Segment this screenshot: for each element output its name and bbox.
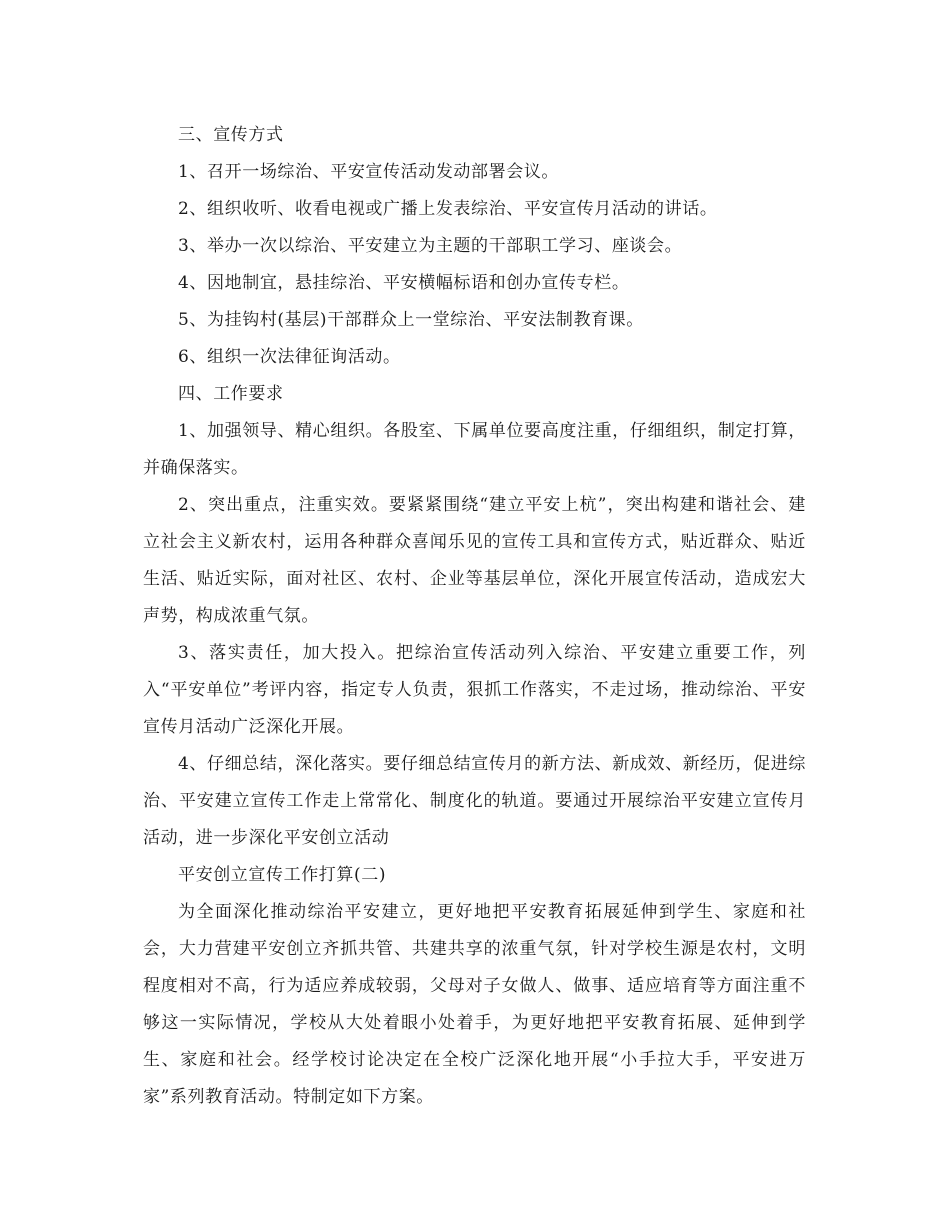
section-heading-work-requirements: 四、工作要求 (178, 384, 284, 404)
list-item: 1、召开一场综治、平安宣传活动发动部署会议。 (178, 162, 560, 182)
list-item: 6、组织一次法律征询活动。 (178, 347, 401, 367)
list-item: 2、突出重点，注重实效。要紧紧围绕“建立平安上杭”，突出构建和谐社会、建立社会主义新农村，运用各种群众喜闻乐见的宣传工具和宣传方式，贴近群众、贴近生活、贴近实际，面对社区、农村、企业等基层单位，深化开展宣传活动，造成宏大声势，构成浓重气氛。 (143, 495, 806, 626)
list-item: 3、举办一次以综治、平安建立为主题的干部职工学习、座谈会。 (178, 236, 683, 256)
section-heading-publicity-methods: 三、宣传方式 (178, 125, 284, 145)
section-title-plan-two: 平安创立宣传工作打算(二) (178, 865, 387, 885)
list-item: 2、组织收听、收看电视或广播上发表综治、平安宣传月活动的讲话。 (178, 199, 718, 219)
list-item: 4、因地制宜，悬挂综治、平安横幅标语和创办宣传专栏。 (178, 273, 630, 293)
list-item: 1、加强领导、精心组织。各股室、下属单位要高度注重，仔细组织，制定打算，并确保落实。 (143, 421, 806, 478)
list-item: 3、落实责任，加大投入。把综治宣传活动列入综治、平安建立重要工作，列入“平安单位”考评内容，指定专人负责，狠抓工作落实，不走过场，推动综治、平安宣传月活动广泛深化开展。 (143, 643, 806, 737)
body-paragraph: 为全面深化推动综治平安建立，更好地把平安教育拓展延伸到学生、家庭和社会，大力营建平安创立齐抓共管、共建共享的浓重气氛，针对学校生源是农村，文明程度相对不高，行为适应养成较弱，父母对子女做人、做事、适应培育等方面注重不够这一实际情况，学校从大处着眼小处着手，为更好地把平安教育拓展、延伸到学生、家庭和社会。经学校讨论决定在全校广泛深化地开展“小手拉大手，平安进万家”系列教育活动。特制定如下方案。 (143, 902, 806, 1107)
list-item: 4、仔细总结，深化落实。要仔细总结宣传月的新方法、新成效、新经历，促进综治、平安建立宣传工作走上常常化、制度化的轨道。要通过开展综治平安建立宣传月活动，进一步深化平安创立活动 (143, 754, 806, 848)
list-item: 5、为挂钩村(基层)干部群众上一堂综治、平安法制教育课。 (178, 310, 644, 330)
document-body (143, 117, 806, 1116)
